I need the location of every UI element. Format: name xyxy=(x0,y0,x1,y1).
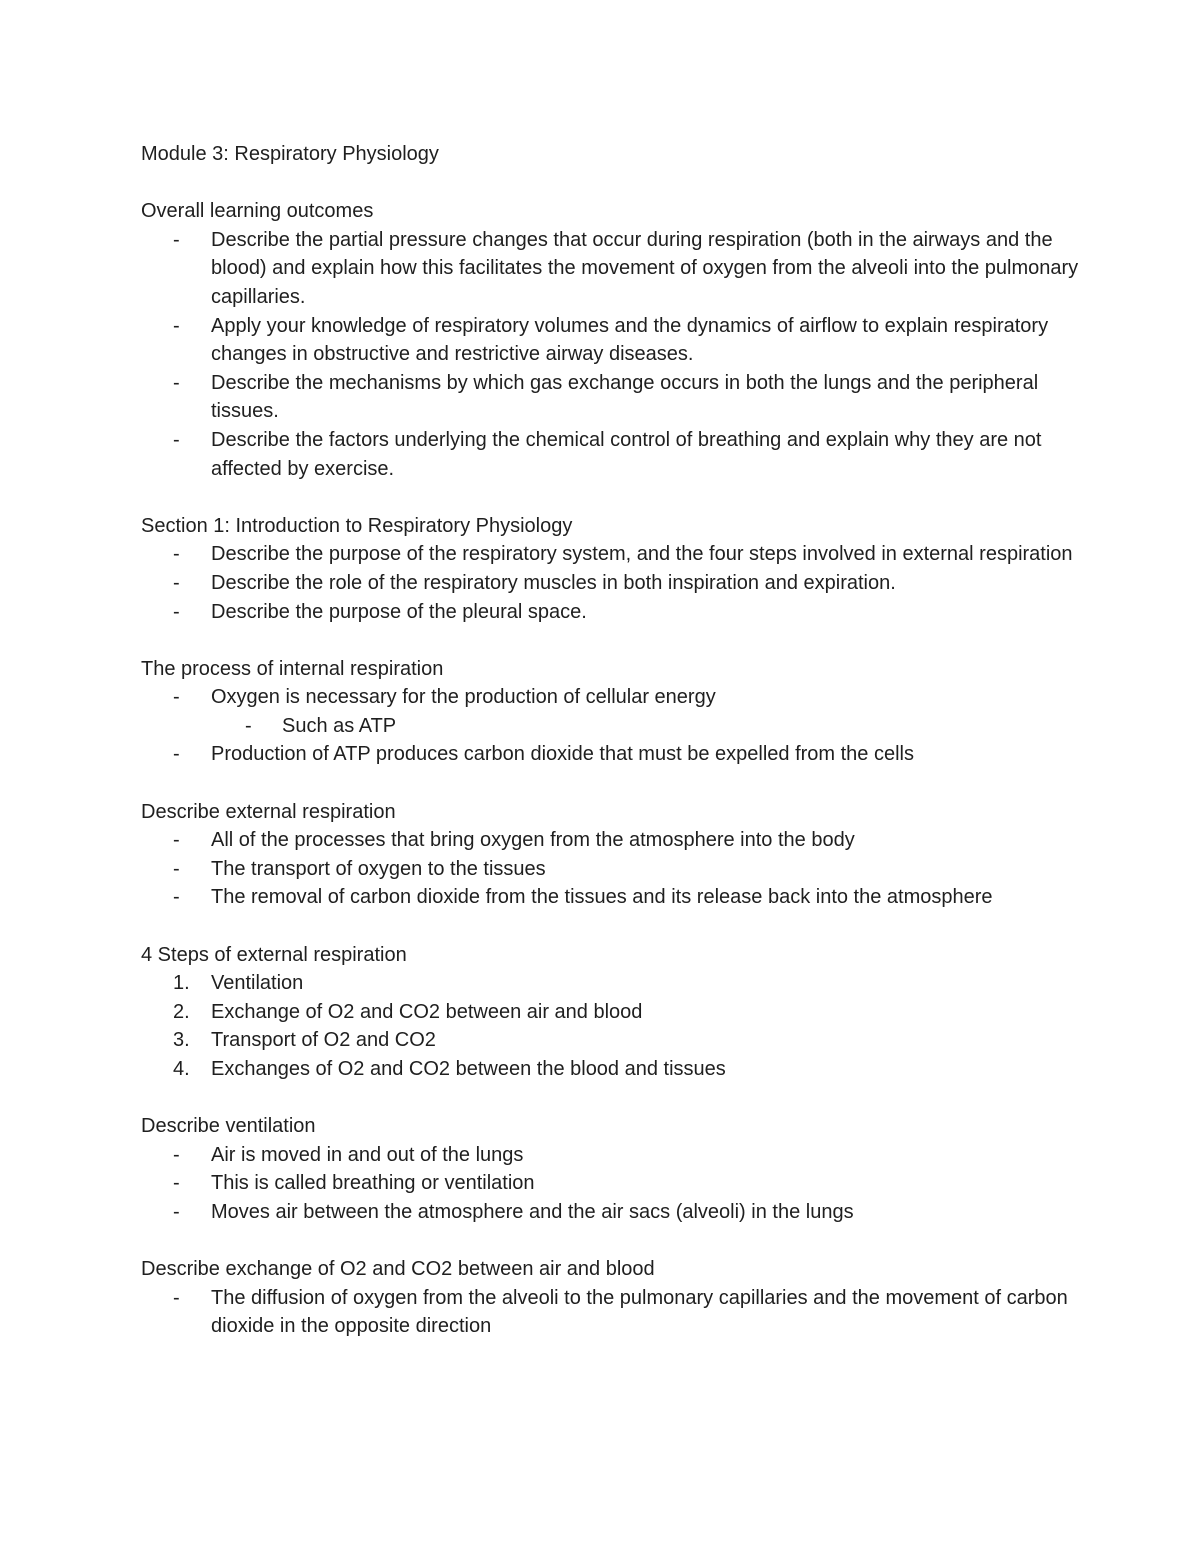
list-item xyxy=(141,1284,1101,1341)
list-marker: - xyxy=(173,743,180,766)
spacer xyxy=(141,769,1101,798)
list-item xyxy=(141,598,1101,627)
list-item-text: All of the processes that bring oxygen from the atmosphere into the body xyxy=(211,829,855,852)
spacer xyxy=(141,912,1101,941)
list-item-text: Describe the mechanisms by which gas exchange occurs in both the lungs and the peripheral tissues. xyxy=(211,371,1039,423)
list-item-text: The transport of oxygen to the tissues xyxy=(211,857,546,880)
section-heading: The process of internal respiration xyxy=(141,657,444,680)
list-item xyxy=(141,998,1101,1027)
document-page xyxy=(141,140,1101,1341)
list-item-text: Air is moved in and out of the lungs xyxy=(211,1143,524,1166)
section-heading: Describe exchange of O2 and CO2 between air and blood xyxy=(141,1258,655,1281)
document-sections xyxy=(141,197,1101,1341)
list-item-text: Ventilation xyxy=(211,972,304,995)
list-marker: - xyxy=(173,1172,180,1195)
list-item xyxy=(141,883,1101,912)
list-item-text: The diffusion of oxygen from the alveoli to the pulmonary capillaries and the movement of carbon dioxide in the opposite direction xyxy=(211,1286,1068,1338)
list-item xyxy=(141,312,1101,369)
section-list xyxy=(141,826,1101,912)
list-item xyxy=(141,1169,1101,1198)
list-marker: - xyxy=(173,1143,180,1166)
list-item-text: Moves air between the atmosphere and the air sacs (alveoli) in the lungs xyxy=(211,1200,854,1223)
list-item xyxy=(141,540,1101,569)
section-list xyxy=(141,1141,1101,1227)
list-marker: - xyxy=(173,428,180,451)
list-item xyxy=(141,426,1101,483)
section-block xyxy=(141,512,1101,626)
list-item xyxy=(141,683,1101,712)
list-item xyxy=(141,1026,1101,1055)
section-block xyxy=(141,1112,1101,1226)
list-marker: - xyxy=(173,1200,180,1223)
list-item xyxy=(141,569,1101,598)
list-item-text: Describe the partial pressure changes that occur during respiration (both in the airways and the blood) and explain how this facilitates the movement of oxygen from the alveoli into the pulmonary capillaries. xyxy=(211,228,1079,308)
list-item-text: Oxygen is necessary for the production of cellular energy xyxy=(211,686,716,709)
list-item-text: Describe the role of the respiratory muscles in both inspiration and expiration. xyxy=(211,571,896,594)
spacer xyxy=(141,1227,1101,1256)
section-heading: Overall learning outcomes xyxy=(141,200,374,223)
list-item xyxy=(141,226,1101,312)
document-title: Module 3: Respiratory Physiology xyxy=(141,143,439,165)
spacer xyxy=(141,483,1101,512)
list-item-text: Exchanges of O2 and CO2 between the blood and tissues xyxy=(211,1058,726,1080)
list-item-text: Transport of O2 and CO2 xyxy=(211,1029,436,1052)
list-item-text: Describe the purpose of the respiratory system, and the four steps involved in external respiration xyxy=(211,543,1073,566)
list-marker: - xyxy=(173,857,180,880)
list-marker: - xyxy=(173,228,180,251)
section-block xyxy=(141,197,1101,483)
section-block xyxy=(141,1255,1101,1341)
list-marker: - xyxy=(245,714,252,737)
list-item-text: Describe the purpose of the pleural space. xyxy=(211,600,587,623)
list-item-text: Describe the factors underlying the chemical control of breathing and explain why they are not affected by exercise. xyxy=(211,428,1042,480)
list-item xyxy=(141,826,1101,855)
list-marker: - xyxy=(173,571,180,594)
list-item xyxy=(141,369,1101,426)
section-heading: Describe external respiration xyxy=(141,800,396,823)
list-item xyxy=(141,1141,1101,1170)
list-marker: 4. xyxy=(173,1058,190,1080)
section-list xyxy=(141,226,1101,483)
section-list xyxy=(141,683,1101,769)
list-marker: 2. xyxy=(173,1000,190,1023)
list-item xyxy=(141,855,1101,884)
list-marker: - xyxy=(173,686,180,709)
section-list xyxy=(141,540,1101,626)
list-marker: 3. xyxy=(173,1029,190,1052)
sub-list-item xyxy=(141,712,1101,741)
section-heading: Section 1: Introduction to Respiratory Physiology xyxy=(141,514,573,537)
list-item xyxy=(141,969,1101,998)
section-block xyxy=(141,798,1101,912)
section-heading: Describe ventilation xyxy=(141,1115,316,1138)
spacer xyxy=(141,626,1101,655)
section-block xyxy=(141,655,1101,769)
section-block xyxy=(141,941,1101,1084)
list-item-text: The removal of carbon dioxide from the tissues and its release back into the atmosphere xyxy=(211,886,993,909)
list-item-text: This is called breathing or ventilation xyxy=(211,1172,535,1195)
list-item xyxy=(141,1055,1101,1084)
list-marker: 1. xyxy=(173,972,190,995)
section-list xyxy=(141,969,1101,1083)
list-item-text: Exchange of O2 and CO2 between air and blood xyxy=(211,1000,643,1023)
list-marker: - xyxy=(173,886,180,909)
section-heading: 4 Steps of external respiration xyxy=(141,943,407,966)
list-marker: - xyxy=(173,371,180,394)
section-list xyxy=(141,1284,1101,1341)
list-marker: - xyxy=(173,1286,180,1309)
list-marker: - xyxy=(173,314,180,337)
spacer xyxy=(141,169,1101,198)
list-marker: - xyxy=(173,829,180,852)
list-item xyxy=(141,1198,1101,1227)
list-marker: - xyxy=(173,543,180,566)
list-item xyxy=(141,740,1101,769)
list-item-text: Apply your knowledge of respiratory volumes and the dynamics of airflow to explain respiratory changes in obstructive and restrictive airway diseases. xyxy=(211,314,1049,366)
list-marker: - xyxy=(173,600,180,623)
list-item-text: Production of ATP produces carbon dioxide that must be expelled from the cells xyxy=(211,743,914,766)
spacer xyxy=(141,1084,1101,1113)
list-item-text: Such as ATP xyxy=(282,714,397,737)
